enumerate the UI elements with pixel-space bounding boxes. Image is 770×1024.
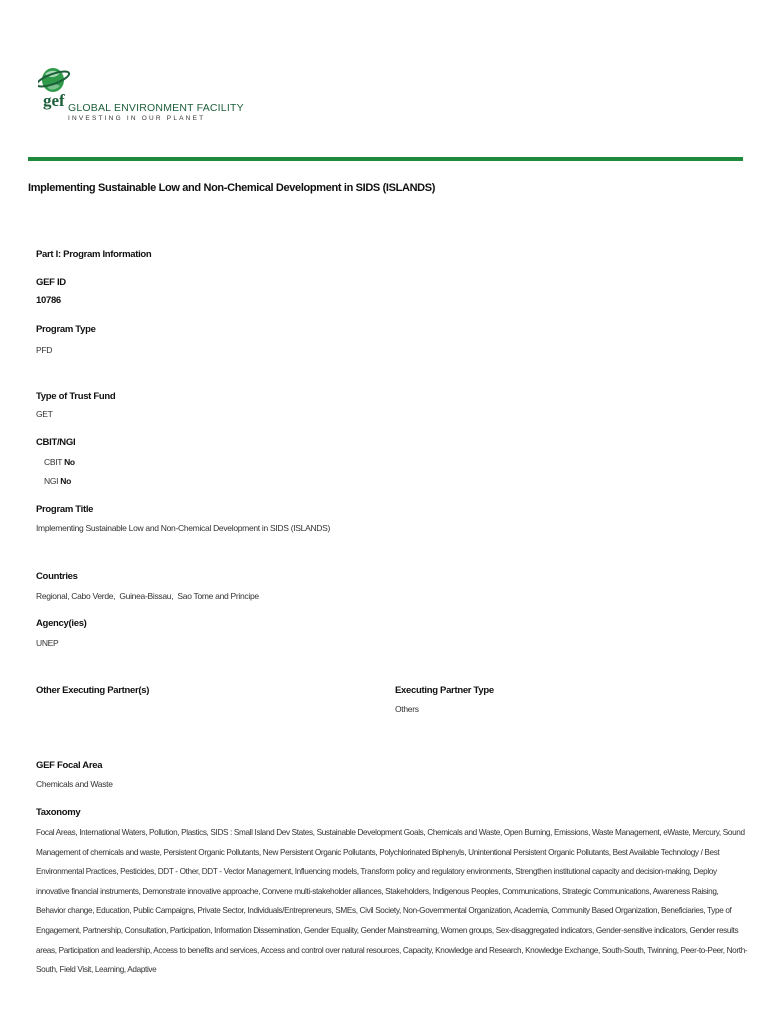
ngi-row xyxy=(44,476,71,486)
other-partners-label: Other Executing Partner(s) xyxy=(36,685,150,696)
part-heading: Part I: Program Information xyxy=(36,249,152,260)
header-rule xyxy=(28,157,743,161)
countries-value: Regional, Cabo Verde, Guinea-Bissau, Sao Tome and Principe xyxy=(36,591,259,601)
taxonomy-label: Taxonomy xyxy=(36,807,81,818)
gef-id-value: 10786 xyxy=(36,295,61,306)
gef-logo xyxy=(38,64,244,130)
cbit-row xyxy=(44,457,75,467)
program-type-label: Program Type xyxy=(36,324,96,335)
svg-text:gef: gef xyxy=(43,91,65,110)
agencies-label: Agency(ies) xyxy=(36,618,87,629)
cbit-label: CBIT xyxy=(44,457,63,467)
logo-tagline: INVESTING IN OUR PLANET xyxy=(68,115,206,122)
program-type-value: PFD xyxy=(36,345,53,355)
partner-type-label: Executing Partner Type xyxy=(395,685,494,696)
ngi-label: NGI xyxy=(44,476,59,486)
cbit-value: No xyxy=(64,457,75,467)
trust-fund-label: Type of Trust Fund xyxy=(36,391,116,402)
agencies-value: UNEP xyxy=(36,638,59,648)
program-title-value: Implementing Sustainable Low and Non-Chemical Development in SIDS (ISLANDS) xyxy=(36,523,331,533)
partner-type-value: Others xyxy=(395,704,419,714)
document-title: Implementing Sustainable Low and Non-Chemical Development in SIDS (ISLANDS) xyxy=(28,182,436,194)
trust-fund-value: GET xyxy=(36,409,53,419)
cbit-ngi-label: CBIT/NGI xyxy=(36,437,76,448)
taxonomy-value: Focal Areas, International Waters, Pollution, Plastics, SIDS : Small Island Dev States, Sustainable Development Goals, Chemicals and Waste, Open Burning, Emissions, Waste Management, eWaste, Mercury, Sound Management of chemicals and waste, Persistent Organic Pollutants, New Persistent Organic Pollutants, Polychlorinated Biphenyls, Unintentional Persistent Organic Pollutants, Best Available Technology / Best Environmental Practices, Pesticides, DDT - Other, DDT - Vector Management, Influencing models, Transform policy and regulatory environments, Strengthen institutional capacity and decision-making, Deploy innovative financial instruments, Demonstrate innovative approache, Convene multi-stakeholder alliances, Stakeholders, Indigenous Peoples, Communications, Strategic Communications, Awareness Raising, Behavior change, Education, Public Campaigns, Private Sector, Individuals/Entrepreneurs, SMEs, Civil Society, Non-Governmental Organization, Academia, Community Based Organization, Beneficiaries, Type of Engagement, Partnership, Consultation, Participation, Information Dissemination, Gender Equality, Gender Mainstreaming, Women groups, Sex-disaggregated indicators, Gender-sensitive indicators, Gender results areas, Participation and leadership, Access to benefits and services, Access and control over natural resources, Capacity, Knowledge and Research, Knowledge Exchange, South-South, Twinning, Peer-to-Peer, North-South, Field Visit, Learning, Adaptive xyxy=(36,828,748,975)
globe-icon xyxy=(38,64,72,110)
program-title-label: Program Title xyxy=(36,504,94,515)
ngi-value: No xyxy=(60,476,72,486)
logo-name: GLOBAL ENVIRONMENT FACILITY xyxy=(68,102,244,114)
gef-id-label: GEF ID xyxy=(36,277,66,288)
focal-area-value: Chemicals and Waste xyxy=(36,779,113,789)
countries-label: Countries xyxy=(36,571,78,582)
focal-area-label: GEF Focal Area xyxy=(36,760,103,771)
